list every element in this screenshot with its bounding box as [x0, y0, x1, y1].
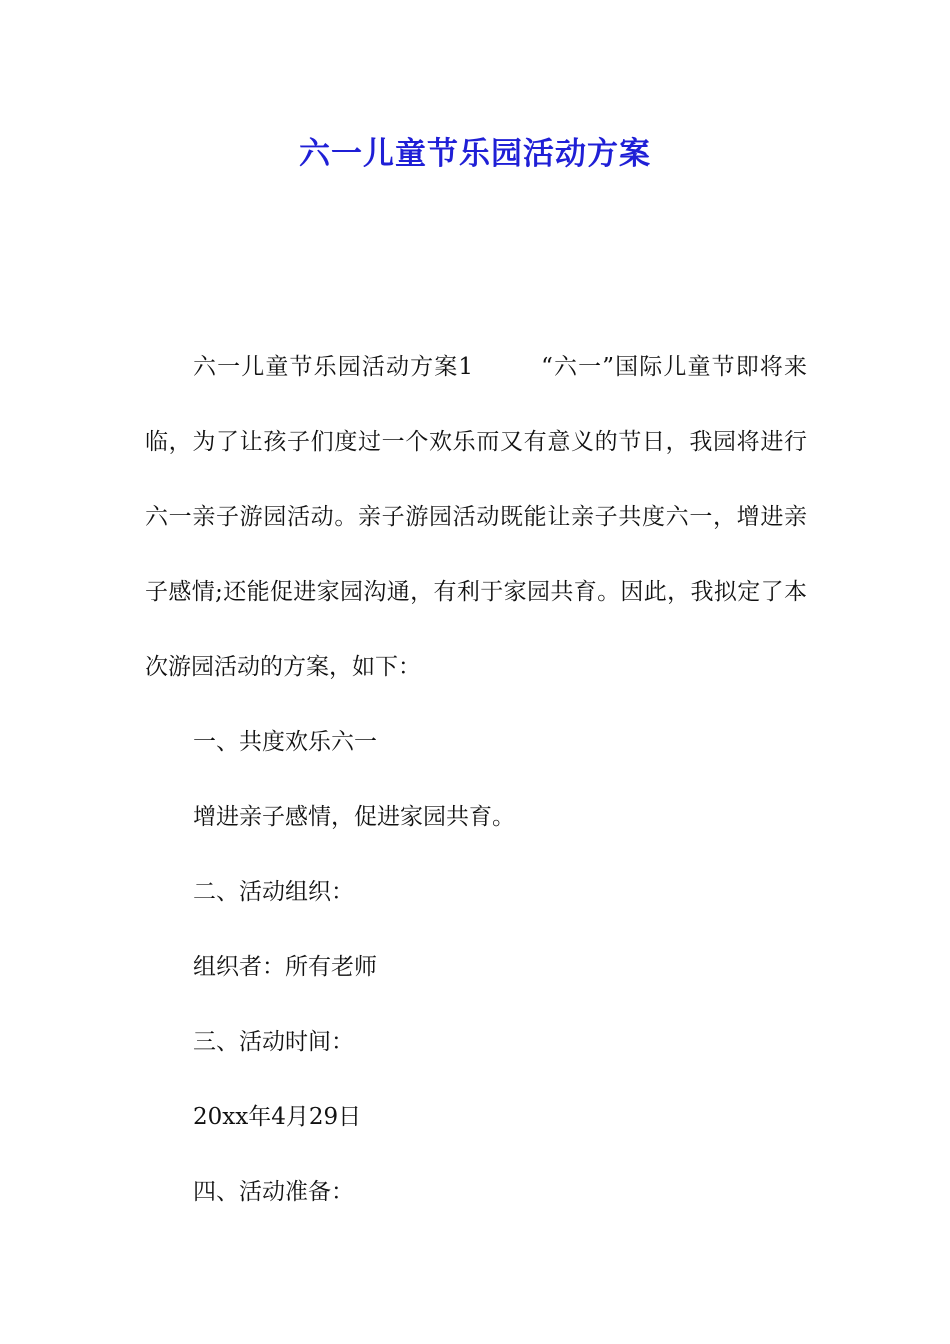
- intro-heading: 六一儿童节乐园活动方案1: [193, 354, 474, 380]
- section-line-goal: 增进亲子感情，促进家园共育。: [193, 804, 515, 830]
- section-heading-4: 四、活动准备：: [193, 1179, 354, 1205]
- intro-paragraph: [145, 330, 807, 705]
- intro-text: “六一”国际儿童节即将来临，为了让孩子们度过一个欢乐而又有意义的节日，我园将进行六一亲子游园活动。亲子游园活动既能让亲子共度六一，增进亲子感情;还能促进家园沟通，有利于家园共育。因此，我拟定了本次游园活动的方案，如下：: [145, 354, 807, 680]
- section-line-date: 20xx年4月29日: [193, 1104, 362, 1130]
- document-title: 六一儿童节乐园活动方案: [299, 136, 651, 172]
- section-heading-1: 一、共度欢乐六一: [193, 729, 377, 755]
- document-body: [145, 330, 807, 1230]
- section-heading-3: 三、活动时间：: [193, 1029, 354, 1055]
- section-line-organizer: 组织者：所有老师: [193, 954, 377, 980]
- section-heading-2: 二、活动组织：: [193, 879, 354, 905]
